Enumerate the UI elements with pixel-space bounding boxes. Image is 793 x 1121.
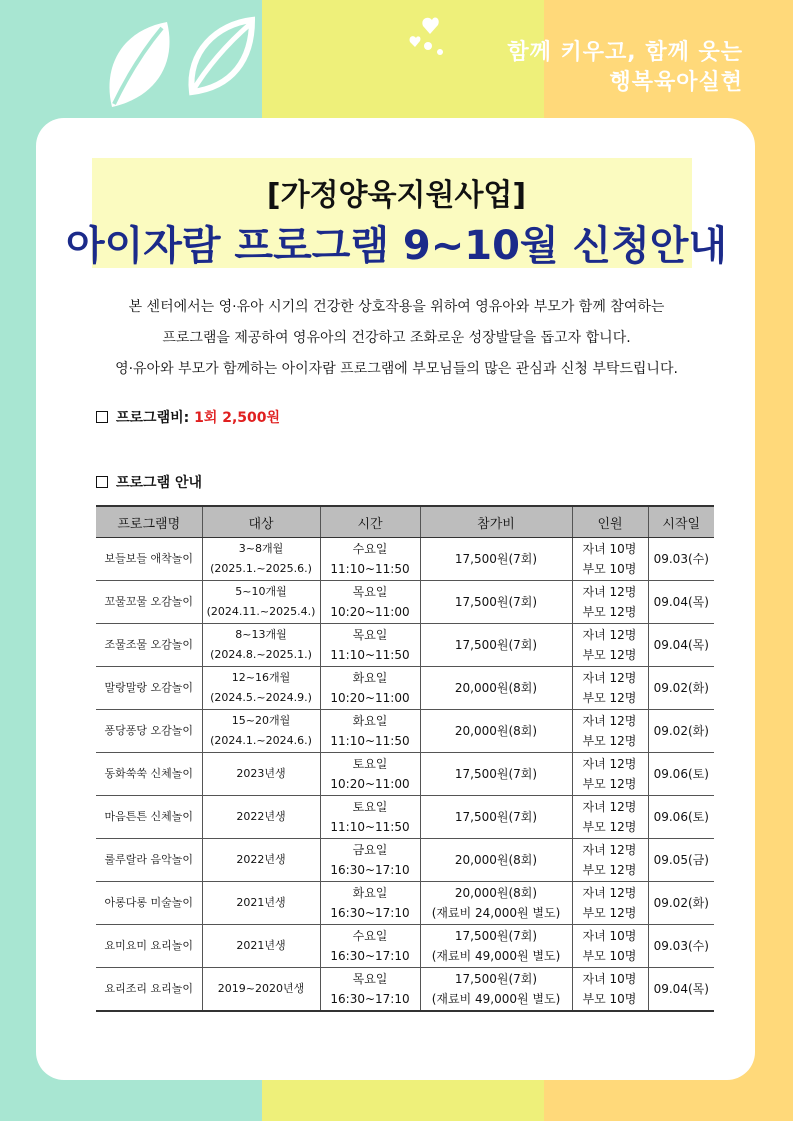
time-cell <box>320 538 420 581</box>
target-cell-line1: 2021년생 <box>236 939 286 952</box>
time-cell-line1: 금요일 <box>352 843 388 857</box>
intro-text <box>60 292 733 385</box>
fee-cell <box>420 925 572 968</box>
header-fee: 참가비 <box>420 506 572 538</box>
time-cell-line1: 목요일 <box>352 628 388 642</box>
fee-cell-line2: (재료비 49,000원 별도) <box>431 992 561 1006</box>
time-cell-line2: 16:30~17:10 <box>330 906 410 920</box>
table-header-row <box>96 506 714 538</box>
target-cell <box>202 882 320 925</box>
table-row <box>96 925 714 968</box>
table-row <box>96 538 714 581</box>
start-date-cell-line1: 09.04(목) <box>653 595 709 609</box>
target-cell <box>202 839 320 882</box>
start-date-cell-line1: 09.03(수) <box>653 939 709 953</box>
program-name-cell <box>96 753 202 796</box>
start-date-cell <box>648 968 714 1012</box>
time-cell-line1: 목요일 <box>352 585 388 599</box>
program-name-cell-line1: 요미요미 요리놀이 <box>104 939 193 952</box>
program-name-cell-line1: 조물조물 오감놀이 <box>104 638 193 651</box>
fee-cell <box>420 882 572 925</box>
capacity-cell <box>572 968 648 1012</box>
fee-cell-line1: 20,000원(8회) <box>454 681 538 695</box>
intro-line3: 영·유아와 부모가 함께하는 아이자람 프로그램에 부모님들의 많은 관심과 신청 부탁드립니다. <box>115 361 678 377</box>
target-cell-line2: (2024.8.~2025.1.) <box>210 648 312 661</box>
fee-cell <box>420 667 572 710</box>
start-date-cell <box>648 581 714 624</box>
capacity-cell-line2: 부모 12명 <box>582 648 637 662</box>
program-name-cell <box>96 925 202 968</box>
target-cell-line1: 2021년생 <box>236 896 286 909</box>
time-cell-line2: 16:30~17:10 <box>330 992 410 1006</box>
target-cell-line2: (2024.1.~2024.6.) <box>210 734 312 747</box>
target-cell <box>202 538 320 581</box>
capacity-cell-line1: 자녀 10명 <box>582 929 637 943</box>
program-name-cell-line1: 동화쑥쑥 신체놀이 <box>104 767 193 780</box>
fee-section <box>96 407 280 427</box>
target-cell-line1: 2023년생 <box>236 767 286 780</box>
fee-cell-line1: 17,500원(7회) <box>454 638 538 652</box>
time-cell <box>320 624 420 667</box>
target-cell <box>202 796 320 839</box>
target-cell <box>202 624 320 667</box>
program-name-cell <box>96 710 202 753</box>
program-name-cell-line1: 말랑말랑 오감놀이 <box>104 681 193 694</box>
capacity-cell-line1: 자녀 12명 <box>582 757 637 771</box>
time-cell-line1: 화요일 <box>352 886 388 900</box>
program-name-cell <box>96 839 202 882</box>
capacity-cell-line2: 부모 12명 <box>582 691 637 705</box>
capacity-cell-line2: 부모 10명 <box>582 949 637 963</box>
target-cell <box>202 753 320 796</box>
fee-cell <box>420 753 572 796</box>
start-date-cell <box>648 839 714 882</box>
start-date-cell-line1: 09.02(화) <box>653 724 709 738</box>
program-name-cell-line1: 퐁당퐁당 오감놀이 <box>104 724 193 737</box>
fee-cell-line1: 17,500원(7회) <box>454 929 538 943</box>
time-cell <box>320 710 420 753</box>
start-date-cell-line1: 09.05(금) <box>653 853 709 867</box>
program-section <box>96 472 202 492</box>
target-cell-line1: 2019~2020년생 <box>217 982 305 995</box>
time-cell-line2: 10:20~11:00 <box>330 777 410 791</box>
header-capacity: 인원 <box>572 506 648 538</box>
fee-cell-line1: 17,500원(7회) <box>454 595 538 609</box>
header-start-date: 시작일 <box>648 506 714 538</box>
program-name-cell <box>96 796 202 839</box>
capacity-cell <box>572 882 648 925</box>
fee-cell <box>420 538 572 581</box>
table-row <box>96 796 714 839</box>
start-date-cell-line1: 09.06(토) <box>653 767 709 781</box>
target-cell-line1: 3~8개월 <box>238 542 284 555</box>
program-name-cell <box>96 667 202 710</box>
target-cell-line2: (2024.5.~2024.9.) <box>210 691 312 704</box>
table-row <box>96 581 714 624</box>
target-cell-line1: 8~13개월 <box>235 628 287 641</box>
header-name: 프로그램명 <box>96 506 202 538</box>
capacity-cell <box>572 667 648 710</box>
table-row <box>96 624 714 667</box>
program-name-cell-line1: 꼬물꼬물 오감놀이 <box>104 595 193 608</box>
capacity-cell-line1: 자녀 12명 <box>582 886 637 900</box>
time-cell-line2: 11:10~11:50 <box>330 734 410 748</box>
program-name-cell-line1: 아롱다롱 미술놀이 <box>104 896 193 909</box>
fee-cell-line1: 20,000원(8회) <box>454 886 538 900</box>
hearts-icon <box>408 16 458 56</box>
capacity-cell <box>572 925 648 968</box>
capacity-cell-line2: 부모 12명 <box>582 605 637 619</box>
fee-value: 1회 2,500원 <box>194 410 281 426</box>
fee-cell <box>420 839 572 882</box>
fee-cell <box>420 710 572 753</box>
capacity-cell-line1: 자녀 10명 <box>582 542 637 556</box>
fee-cell-line1: 20,000원(8회) <box>454 853 538 867</box>
fee-cell-line1: 17,500원(7회) <box>454 552 538 566</box>
capacity-cell <box>572 796 648 839</box>
capacity-cell <box>572 839 648 882</box>
leaf-icon <box>92 12 262 112</box>
capacity-cell-line2: 부모 10명 <box>582 562 637 576</box>
fee-cell <box>420 796 572 839</box>
fee-cell <box>420 968 572 1012</box>
start-date-cell <box>648 667 714 710</box>
time-cell-line2: 11:10~11:50 <box>330 820 410 834</box>
intro-line2: 프로그램을 제공하여 영유아의 건강하고 조화로운 성장발달을 돕고자 합니다. <box>162 330 631 346</box>
time-cell-line1: 화요일 <box>352 714 388 728</box>
page-title: 아이자람 프로그램 9~10월 신청안내 <box>65 223 728 269</box>
header-target: 대상 <box>202 506 320 538</box>
program-name-cell <box>96 538 202 581</box>
time-cell <box>320 925 420 968</box>
capacity-cell <box>572 581 648 624</box>
capacity-cell-line2: 부모 12명 <box>582 906 637 920</box>
slogan-line1: 함께 키우고, 함께 웃는 <box>507 40 743 65</box>
slogan <box>507 38 743 98</box>
target-cell-line1: 2022년생 <box>236 810 286 823</box>
target-cell-line1: 15~20개월 <box>231 714 291 727</box>
program-name-cell-line1: 요리조리 요리놀이 <box>104 982 193 995</box>
capacity-cell <box>572 710 648 753</box>
capacity-cell-line1: 자녀 12명 <box>582 585 637 599</box>
program-name-cell <box>96 882 202 925</box>
program-name-cell <box>96 968 202 1012</box>
capacity-cell <box>572 624 648 667</box>
program-name-cell <box>96 624 202 667</box>
table-row <box>96 882 714 925</box>
fee-cell-line1: 17,500원(7회) <box>454 767 538 781</box>
fee-cell-line1: 20,000원(8회) <box>454 724 538 738</box>
target-cell <box>202 667 320 710</box>
program-name-cell-line1: 룰루랄라 음악놀이 <box>104 853 193 866</box>
table-row <box>96 667 714 710</box>
time-cell-line2: 11:10~11:50 <box>330 562 410 576</box>
table-row <box>96 710 714 753</box>
capacity-cell-line2: 부모 12명 <box>582 820 637 834</box>
fee-cell <box>420 624 572 667</box>
time-cell-line2: 11:10~11:50 <box>330 648 410 662</box>
target-cell <box>202 710 320 753</box>
start-date-cell-line1: 09.02(화) <box>653 896 709 910</box>
capacity-cell-line1: 자녀 12명 <box>582 628 637 642</box>
program-name-cell-line1: 보들보들 애착놀이 <box>104 552 193 565</box>
target-cell-line2: (2024.11.~2025.4.) <box>206 605 316 618</box>
capacity-cell-line1: 자녀 12명 <box>582 671 637 685</box>
fee-label: 프로그램비: <box>116 410 190 426</box>
capacity-cell <box>572 753 648 796</box>
program-name-cell <box>96 581 202 624</box>
capacity-cell-line1: 자녀 10명 <box>582 972 637 986</box>
capacity-cell-line2: 부모 12명 <box>582 734 637 748</box>
time-cell <box>320 839 420 882</box>
start-date-cell <box>648 538 714 581</box>
table-row <box>96 753 714 796</box>
capacity-cell <box>572 538 648 581</box>
program-name-cell-line1: 마음튼튼 신체놀이 <box>104 810 193 823</box>
fee-cell-line2: (재료비 24,000원 별도) <box>431 906 561 920</box>
time-cell-line2: 16:30~17:10 <box>330 863 410 877</box>
capacity-cell-line2: 부모 12명 <box>582 863 637 877</box>
start-date-cell-line1: 09.04(목) <box>653 638 709 652</box>
time-cell-line1: 목요일 <box>352 972 388 986</box>
time-cell-line1: 토요일 <box>352 800 388 814</box>
table-row <box>96 839 714 882</box>
start-date-cell-line1: 09.03(수) <box>653 552 709 566</box>
capacity-cell-line2: 부모 10명 <box>582 992 637 1006</box>
time-cell <box>320 667 420 710</box>
start-date-cell-line1: 09.06(토) <box>653 810 709 824</box>
intro-line1: 본 센터에서는 영·유아 시기의 건강한 상호작용을 위하여 영유아와 부모가 함께 참여하는 <box>128 299 665 315</box>
capacity-cell-line1: 자녀 12명 <box>582 800 637 814</box>
target-cell-line1: 5~10개월 <box>235 585 287 598</box>
time-cell-line2: 10:20~11:00 <box>330 691 410 705</box>
capacity-cell-line2: 부모 12명 <box>582 777 637 791</box>
time-cell <box>320 796 420 839</box>
time-cell-line1: 토요일 <box>352 757 388 771</box>
start-date-cell <box>648 882 714 925</box>
time-cell-line2: 10:20~11:00 <box>330 605 410 619</box>
fee-cell-line2: (재료비 49,000원 별도) <box>431 949 561 963</box>
target-cell <box>202 581 320 624</box>
start-date-cell-line1: 09.02(화) <box>653 681 709 695</box>
time-cell <box>320 753 420 796</box>
target-cell-line1: 2022년생 <box>236 853 286 866</box>
checkbox-icon <box>96 411 108 423</box>
fee-cell-line1: 17,500원(7회) <box>454 972 538 986</box>
start-date-cell <box>648 753 714 796</box>
target-cell-line1: 12~16개월 <box>231 671 291 684</box>
table-row <box>96 968 714 1012</box>
start-date-cell-line1: 09.04(목) <box>653 982 709 996</box>
time-cell-line1: 수요일 <box>352 542 388 556</box>
page-subtitle: [가정양육지원사업] <box>266 178 527 213</box>
start-date-cell <box>648 710 714 753</box>
program-section-label: 프로그램 안내 <box>116 475 203 491</box>
target-cell <box>202 968 320 1012</box>
header-time: 시간 <box>320 506 420 538</box>
slogan-line2: 행복육아실현 <box>609 70 743 95</box>
checkbox-icon <box>96 476 108 488</box>
start-date-cell <box>648 925 714 968</box>
capacity-cell-line1: 자녀 12명 <box>582 714 637 728</box>
fee-cell-line1: 17,500원(7회) <box>454 810 538 824</box>
target-cell-line2: (2025.1.~2025.6.) <box>210 562 312 575</box>
target-cell <box>202 925 320 968</box>
capacity-cell-line1: 자녀 12명 <box>582 843 637 857</box>
time-cell-line1: 수요일 <box>352 929 388 943</box>
fee-cell <box>420 581 572 624</box>
time-cell <box>320 882 420 925</box>
time-cell <box>320 968 420 1012</box>
time-cell-line1: 화요일 <box>352 671 388 685</box>
start-date-cell <box>648 796 714 839</box>
start-date-cell <box>648 624 714 667</box>
time-cell <box>320 581 420 624</box>
program-table <box>96 505 714 1012</box>
time-cell-line2: 16:30~17:10 <box>330 949 410 963</box>
